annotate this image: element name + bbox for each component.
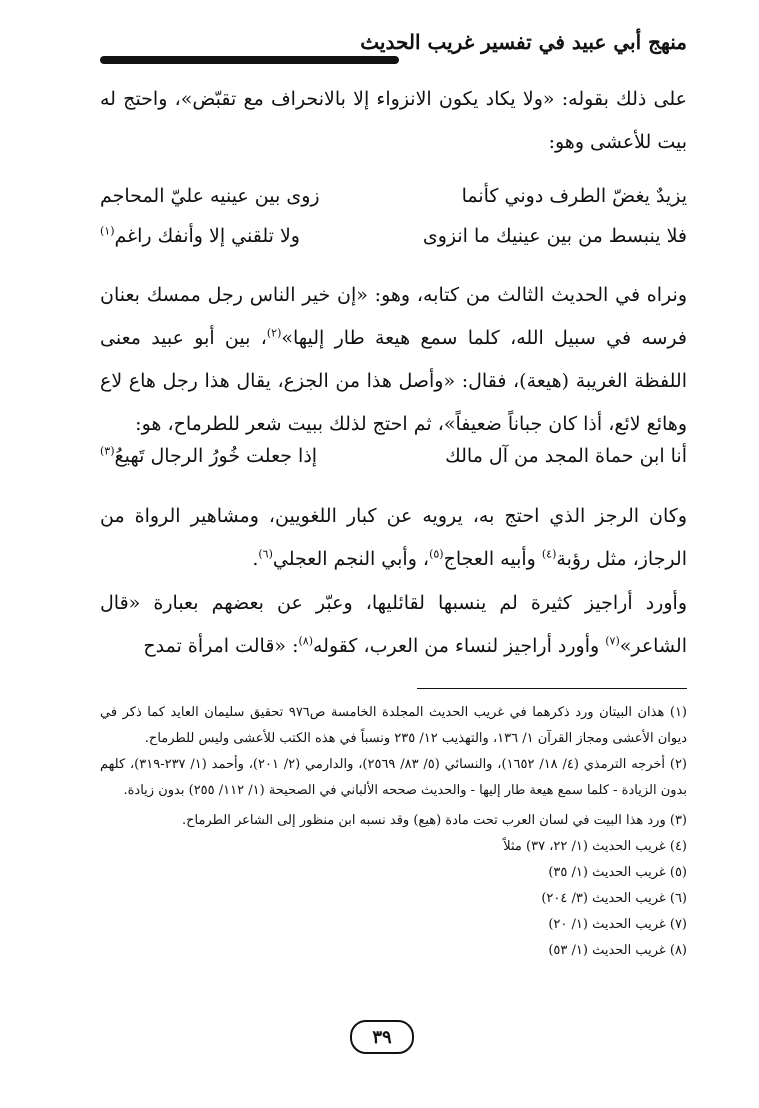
paragraph-3-text-b: وأبيه العجاج: [443, 548, 542, 570]
paragraph-3-text-d: .: [252, 548, 259, 570]
paragraph-3: [100, 495, 687, 581]
footnote-2: (٢) أخرجه الترمذي (٤/ ١٨/ ١٦٥٢)، والنسائي (٥/ ٨٣/ ٢٥٦٩)، والدارمي (٢/ ٢٠١)، وأحمد (١/ ٢٣٧-٣١٩)، كلهم بدون الزيادة - كلما سمع هيعة طار إليها - والحديث صححه الألباني في الصحيحة (١/ ١١٢/ ٢٥٥) بدون زيادة.: [100, 757, 687, 798]
footnote-6: (٦) غريب الحديث (٣/ ٢٠٤): [541, 891, 687, 906]
verse-1-line-1-hemistich-right: يزيدٌ يغضّ الطرف دوني كأنما: [461, 185, 687, 207]
footnote-separator: [417, 688, 687, 689]
footnote-8: (٨) غريب الحديث (١/ ٥٣): [548, 943, 687, 958]
verse-2: [100, 445, 687, 467]
footnote-ref-4: (٤): [541, 547, 557, 561]
paragraph-1: على ذلك بقوله: «ولا يكاد يكون الانزواء إلا بالانحراف مع تقبّض»، واحتج له بيت للأعشى وهو:: [100, 88, 687, 153]
footnote-4: (٤) غريب الحديث (١/ ٢٢، ٣٧) مثلاً: [503, 839, 687, 854]
paragraph-2: [100, 274, 687, 446]
footnote-ref-2: (٢): [266, 326, 282, 340]
page-number: ٣٩: [350, 1020, 414, 1054]
footnote-ref-6: (٦): [258, 547, 273, 561]
footnote-ref-8: (٨): [298, 634, 313, 648]
paragraph-4-text-a: وأورد أراجيز كثيرة لم ينسبها لقائليها، وعبّر عن بعضهم بعبارة «قال الشاعر»: [100, 592, 687, 657]
footnote-5: (٥) غريب الحديث (١/ ٣٥): [548, 865, 687, 880]
paragraph-4-text-c: : «قالت امرأة تمدح: [143, 635, 299, 657]
verse-1-line-1: [100, 185, 687, 207]
paragraph-4: [100, 582, 687, 668]
footnote-ref-3: (٣): [100, 444, 115, 458]
paragraph-4-text-b: وأورد أراجيز لنساء من العرب، كقوله: [313, 635, 606, 657]
paragraph-3-text-c: ، وأبي النجم العجلي: [272, 548, 430, 570]
verse-2-hemistich-right: أنا ابن حماة المجد من آل مالك: [445, 445, 687, 467]
footnote-ref-1: (١): [100, 224, 115, 238]
running-header-title: منهج أبي عبيد في تفسير غريب الحديث: [360, 30, 687, 54]
footnote-3: (٣) ورد هذا البيت في لسان العرب تحت مادة (هيع) وقد نسبه ابن منظور إلى الشاعر الطرماح.: [181, 813, 687, 828]
header-rule: [100, 56, 399, 64]
footnotes: [100, 700, 687, 964]
paragraph-2-text-a: ونراه في الحديث الثالث من كتابه، وهو: «إن خير الناس رجل ممسك بعنان فرسه في سبيل الله، كلما سمع هيعة طار إليها»: [100, 284, 687, 349]
verse-2-left-text: إذا جعلت خُورُ الرجال تَهيعُ: [114, 445, 318, 467]
verse-1-line-2: [100, 225, 687, 247]
footnote-7: (٧) غريب الحديث (١/ ٢٠): [548, 917, 687, 932]
footnote-ref-5: (٥): [429, 547, 444, 561]
paragraph-2-text-b: ، بين أبو عبيد معنى اللفظة الغريبة (هيعة)، فقال: «وأصل هذا من الجزع، يقال هذا رجل هاع لاع وهائع لائع، أذا كان جباناً ضعيفاً»، ثم احتج لذلك ببيت شعر للطرماح، هو:: [100, 327, 687, 435]
paragraph-3-text-a: وكان الرجز الذي احتج به، يرويه عن كبار اللغويين، ومشاهير الرواة من الرجاز، مثل رؤبة: [100, 505, 687, 570]
verse-2-hemistich-left: [100, 445, 317, 467]
footnote-ref-7: (٧): [605, 634, 620, 648]
verse-1-line-2-hemistich-right: فلا ينبسط من بين عينيك ما انزوى: [422, 225, 687, 247]
verse-1-line-1-hemistich-left: زوى بين عينيه عليّ المحاجم: [100, 185, 320, 207]
verse-1-line-2-left-text: ولا تلقني إلا وأنفك راغم: [114, 225, 300, 247]
footnote-1: (١) هذان البيتان ورد ذكرهما في غريب الحديث المجلدة الخامسة ص٩٧٦ تحقيق سليمان العايد كما ذكر في ديوان الأعشى ومجاز القرآن ١/ ١٣٦، والتهذيب ١٢/ ٢٣٥ ونسباً في هذه الكتب للأعشى وليس للطرماح.: [100, 705, 687, 746]
verse-1-line-2-hemistich-left: [100, 225, 300, 247]
